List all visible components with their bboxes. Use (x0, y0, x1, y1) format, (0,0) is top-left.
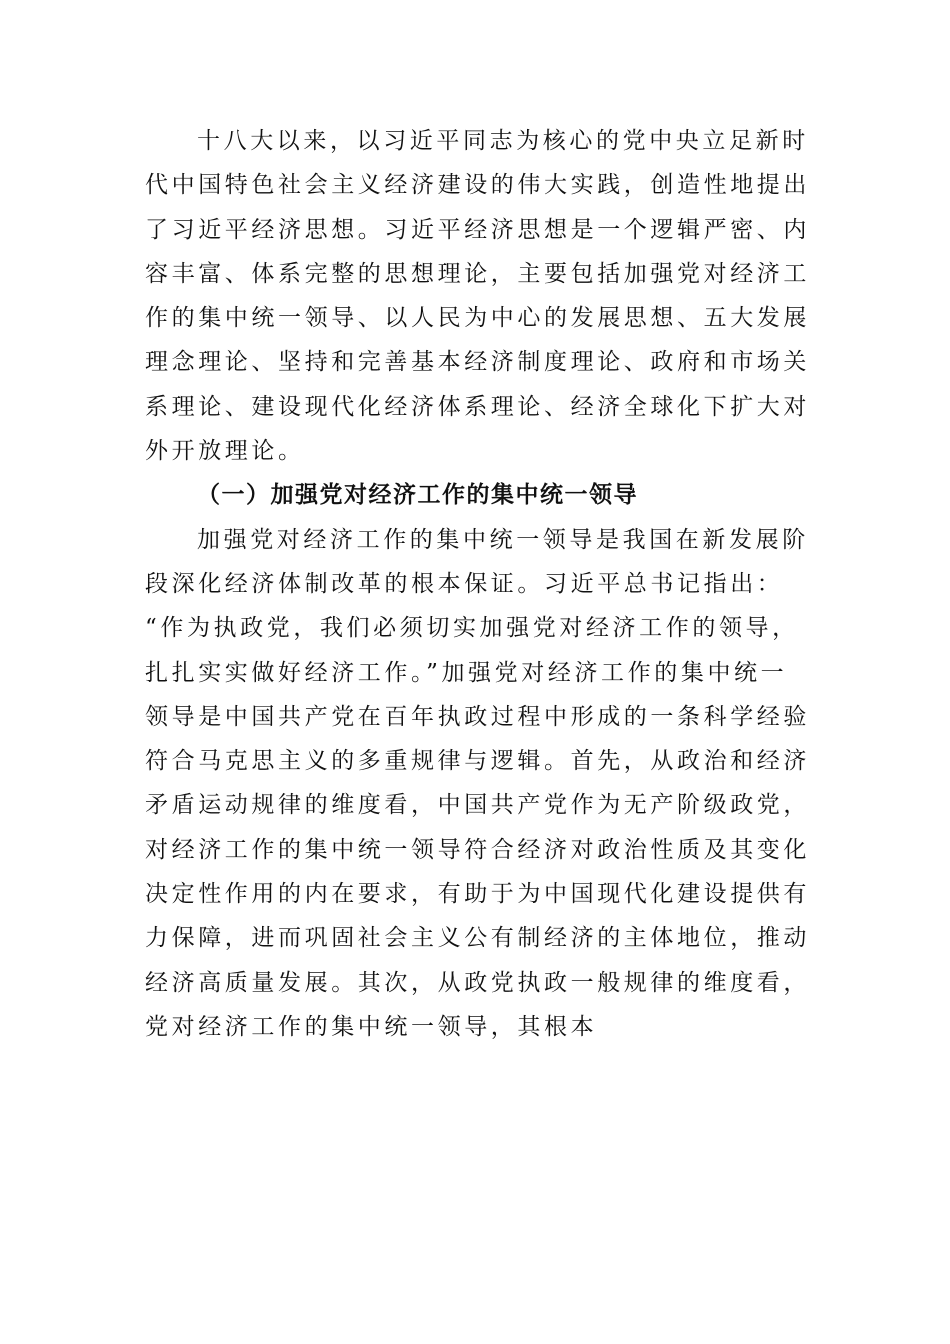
paragraph-line: 决定性作用的内在要求，有助于为中国现代化建设提供有 (145, 881, 810, 908)
section-paragraph (145, 518, 810, 1050)
paragraph-line: 加强党对经济工作的集中统一领导是我国在新发展阶 (197, 526, 809, 553)
paragraph-line: 矛盾运动规律的维度看，中国共产党作为无产阶级政党， (145, 792, 810, 819)
paragraph-line: 经济高质量发展。其次，从政党执政一般规律的维度看， (145, 969, 810, 996)
paragraph-line: 外开放理论。 (145, 438, 305, 465)
paragraph-line: 十八大以来，以习近平同志为核心的党中央立足新时 (197, 128, 809, 154)
paragraph-line: 理念理论、坚持和完善基本经济制度理论、政府和市场关 (145, 349, 810, 376)
paragraph-line: 对经济工作的集中统一领导符合经济对政治性质及其变化 (145, 836, 810, 863)
section-heading: （一）加强党对经济工作的集中统一领导 (197, 482, 638, 509)
paragraph-line: 容丰富、体系完整的思想理论，主要包括加强党对经济工 (145, 260, 810, 287)
paragraph-line: 党对经济工作的集中统一领导，其根本 (145, 1013, 598, 1040)
paragraph-line: 领导是中国共产党在百年执政过程中形成的一条科学经验 (145, 703, 810, 730)
paragraph-line: 代中国特色社会主义经济建设的伟大实践，创造性地提出 (145, 172, 810, 199)
paragraph-line: 扎扎实实做好经济工作。”加强党对经济工作的集中统一 (145, 659, 788, 686)
paragraph-line: 了习近平经济思想。习近平经济思想是一个逻辑严密、内 (145, 216, 810, 243)
paragraph-line: 力保障，进而巩固社会主义公有制经济的主体地位，推动 (145, 925, 810, 952)
paragraph-line: 段深化经济体制改革的根本保证。习近平总书记指出： (145, 570, 784, 597)
intro-paragraph (145, 119, 810, 473)
paragraph-line: 符合马克思主义的多重规律与逻辑。首先，从政治和经济 (145, 748, 810, 775)
paragraph-line: “作为执政党，我们必须切实加强党对经济工作的领导， (145, 615, 799, 642)
document-body (145, 119, 810, 1049)
paragraph-line: 作的集中统一领导、以人民为中心的发展思想、五大发展 (145, 305, 810, 332)
paragraph-line: 系理论、建设现代化经济体系理论、经济全球化下扩大对 (145, 393, 810, 420)
